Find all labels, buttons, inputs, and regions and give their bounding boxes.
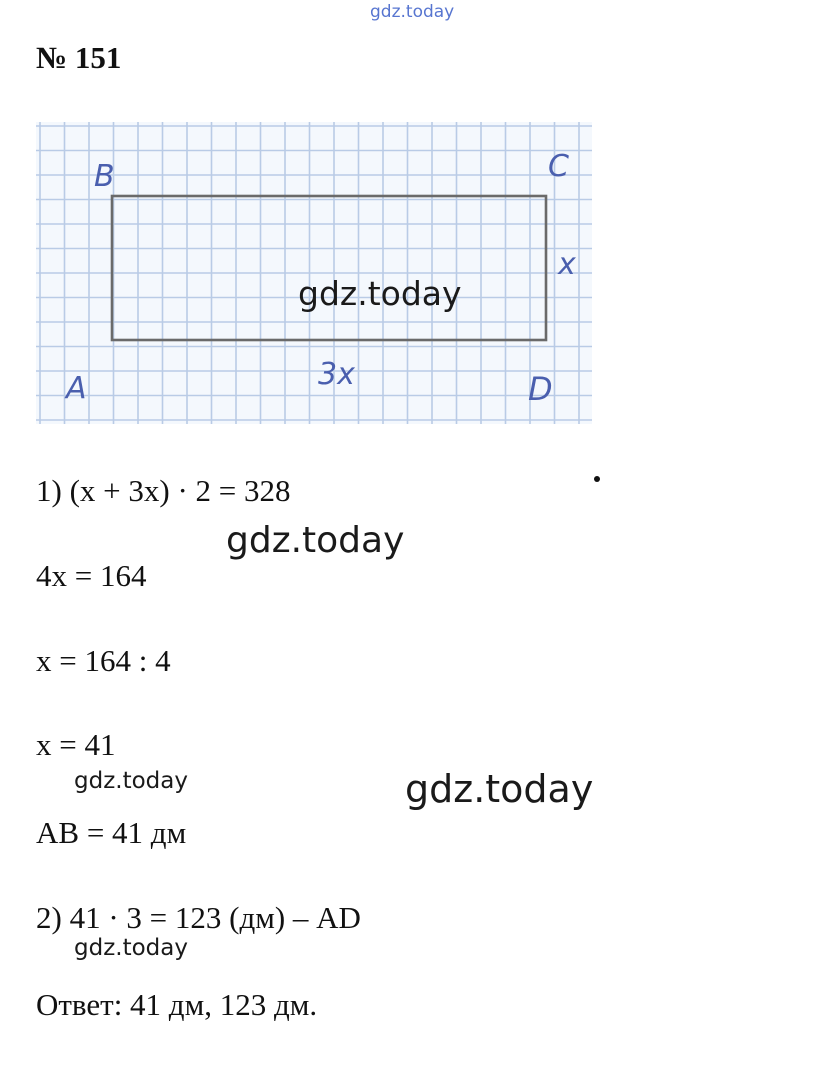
solution-line-5: AB = 41 дм: [36, 815, 187, 850]
watermark-3: gdz.today: [405, 767, 594, 811]
stray-dot: [594, 476, 600, 482]
watermark-1: gdz.today: [226, 520, 405, 561]
vertex-label-b: B: [94, 159, 115, 194]
rectangle-figure: [36, 122, 592, 424]
problem-number: № 151: [36, 40, 122, 75]
watermark-top: gdz.today: [370, 2, 455, 22]
side-label-right: x: [558, 247, 576, 282]
vertex-label-c: C: [548, 149, 569, 184]
solution-line-2: 4x = 164: [36, 558, 147, 593]
watermark-2: gdz.today: [74, 768, 188, 794]
vertex-label-d: D: [528, 370, 553, 408]
solution-step-1: 1) (x + 3x) · 2 = 328: [36, 473, 291, 508]
side-label-bottom: 3x: [318, 357, 355, 392]
solution-line-3: x = 164 : 4: [36, 643, 171, 678]
solution-step-2: 2) 41 · 3 = 123 (дм) – AD: [36, 900, 361, 935]
vertex-label-a: A: [66, 371, 87, 406]
grid-paper: [36, 122, 592, 424]
watermark-figure: gdz.today: [298, 274, 462, 313]
answer-line: Ответ: 41 дм, 123 дм.: [36, 987, 318, 1022]
watermark-4: gdz.today: [74, 935, 188, 961]
solution-line-4: x = 41: [36, 727, 116, 762]
